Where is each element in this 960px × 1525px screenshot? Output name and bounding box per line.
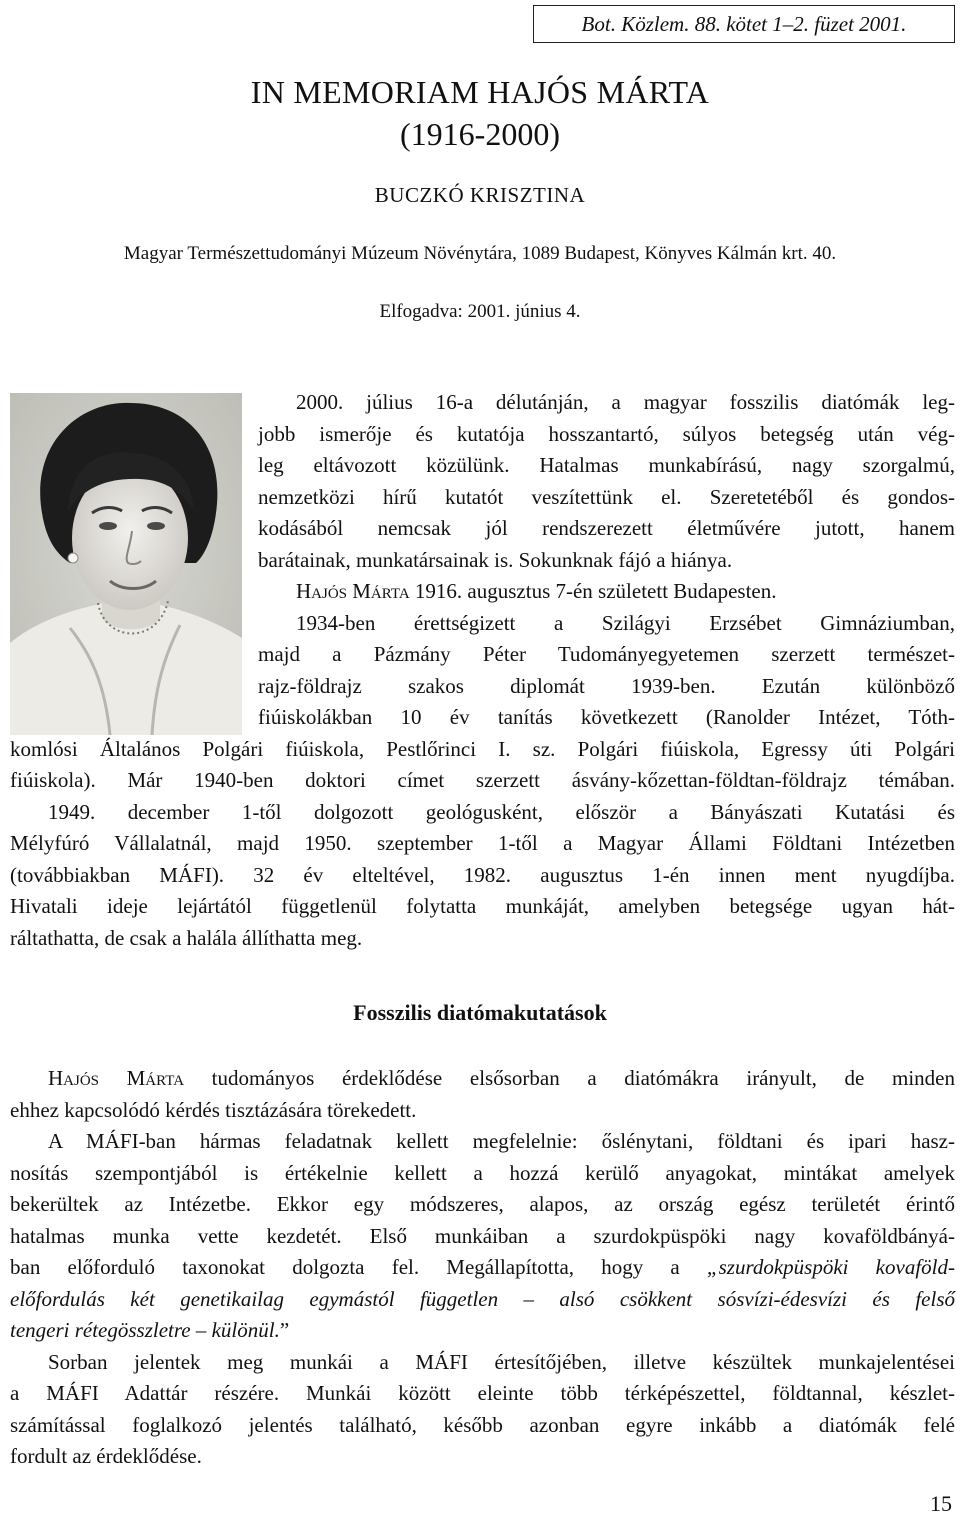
body-line-7-rest: 1916. augusztus 7-én született Budapesten.: [409, 579, 777, 603]
body-line-4: nemzetközi hírű kutatót veszítettünk el. Szeretetéből és gondos-: [258, 485, 955, 509]
body-line-18: ráltathatta, de csak a halála állíthatta meg.: [10, 926, 363, 950]
body-line-1: 2000. július 16-a délutánján, a magyar fosszilis diatómák leg-: [296, 390, 955, 414]
body-line-10: rajz-földrajz szakos diplomát 1939-ben. Ezután különböző: [258, 674, 955, 698]
body-line-13: fiúiskola). Már 1940-ben doktori címet szerzett ásvány-kőzettan-földtan-földrajz témában.: [10, 768, 955, 792]
section-line-6: hatalmas munka vette kezdetét. Első munkáiban a szurdokpüspöki nagy kovaföldbányá-: [10, 1224, 955, 1248]
body-line-17: Hivatali ideje lejártától függetlenül folytatta munkáját, amelyben betegsége ugyan hát-: [10, 894, 955, 918]
section-line-5: bekerültek az Intézetbe. Ekkor egy módszeres, alapos, az ország egész területét érintő: [10, 1192, 955, 1216]
section-line-1: [48, 1063, 955, 1095]
body-line-14: 1949. december 1-től dolgozott geológusként, először a Bányászati Kutatási és: [48, 800, 955, 824]
person-name: Hajós Márta: [48, 1066, 185, 1090]
article-title: IN MEMORIAM HAJÓS MÁRTA: [250, 74, 710, 110]
section-line-1-rest: tudományos érdeklődése elsősorban a diatómákra irányult, de minden: [184, 1066, 955, 1090]
portrait-illustration: [10, 393, 242, 735]
closing-quote: ”: [279, 1318, 290, 1342]
article-years: (1916-2000): [400, 116, 560, 152]
body-line-15: Mélyfúró Vállalatnál, majd 1950. szeptember 1-től a Magyar Állami Földtani Intézetben: [10, 831, 955, 855]
section-line-4: nosítás szempontjából is értékelnie kellett a hozzá kerülő anyagokat, mintákat amelyek: [10, 1161, 955, 1185]
body-line-3: leg eltávozott közülünk. Hatalmas munkabírású, nagy szorgalmú,: [258, 453, 955, 477]
body-line-11: fiúiskolákban 10 év tanítás következett (Ranolder Intézet, Tóth-: [258, 705, 955, 729]
author-affiliation: Magyar Természettudományi Múzeum Növénytára, 1089 Budapest, Könyves Kálmán krt. 40.: [123, 243, 837, 264]
section-line-2: ehhez kapcsolódó kérdés tisztázására törekedett.: [10, 1098, 417, 1122]
body-line-2: jobb ismerője és kutatója hosszantartó, súlyos betegség után vég-: [258, 422, 955, 446]
section-line-7: [10, 1252, 955, 1284]
person-name: Hajós Márta: [296, 579, 410, 603]
body-line-7: [296, 576, 777, 608]
body-line-8: 1934-ben érettségizett a Szilágyi Erzsébet Gimnáziumban,: [296, 611, 955, 635]
page-number: 15: [930, 1491, 952, 1516]
section-line-3: A MÁFI-ban hármas feladatnak kellett megfelelnie: őslénytani, földtani és ipari hasz-: [48, 1129, 955, 1153]
journal-citation: Bot. Közlem. 88. kötet 1–2. füzet 2001.: [533, 5, 955, 43]
body-line-9: majd a Pázmány Péter Tudományegyetemen szerzett természet-: [258, 642, 955, 666]
body-line-5: kodásából nemcsak jól rendszerezett életművére jutott, hanem: [258, 516, 955, 540]
section-heading: Fosszilis diatómakutatások: [353, 1000, 607, 1025]
section-line-12: számítással foglalkozó jelentés található, később azonban egyre inkább a diatómák felé: [10, 1413, 955, 1437]
section-line-9: [10, 1315, 289, 1347]
section-line-7-plain: ban előforduló taxonokat dolgozta fel. Megállapította, hogy a: [10, 1255, 707, 1279]
body-line-12: komlósi Általános Polgári fiúiskola, Pestlőrinci I. sz. Polgári fiúiskola, Egressy úti Polgári: [10, 737, 955, 761]
quote-start: „szurdokpüspöki kovaföld-: [706, 1255, 955, 1279]
quote-end: tengeri rétegösszletre – különül.: [10, 1318, 280, 1342]
article-author: BUCZKÓ KRISZTINA: [374, 183, 586, 207]
section-line-13: fordult az érdeklődése.: [10, 1444, 202, 1468]
section-line-10: Sorban jelentek meg munkái a MÁFI értesítőjében, illetve készültek munkajelentései: [48, 1350, 955, 1374]
portrait-photo: [10, 393, 242, 735]
accepted-date: Elfogadva: 2001. június 4.: [379, 301, 581, 322]
section-line-8: előfordulás két genetikailag egymástól független – alsó csökkent sósvízi-édesvízi és felső: [10, 1287, 955, 1311]
body-line-6: barátainak, munkatársainak is. Sokunknak fájó a hiánya.: [258, 548, 733, 572]
body-line-16: (továbbiakban MÁFI). 32 év elteltével, 1982. augusztus 1-én innen ment nyugdíjba.: [10, 863, 955, 887]
section-line-11: a MÁFI Adattár részére. Munkái között eleinte több térképészettel, földtannal, készlet-: [10, 1381, 955, 1405]
